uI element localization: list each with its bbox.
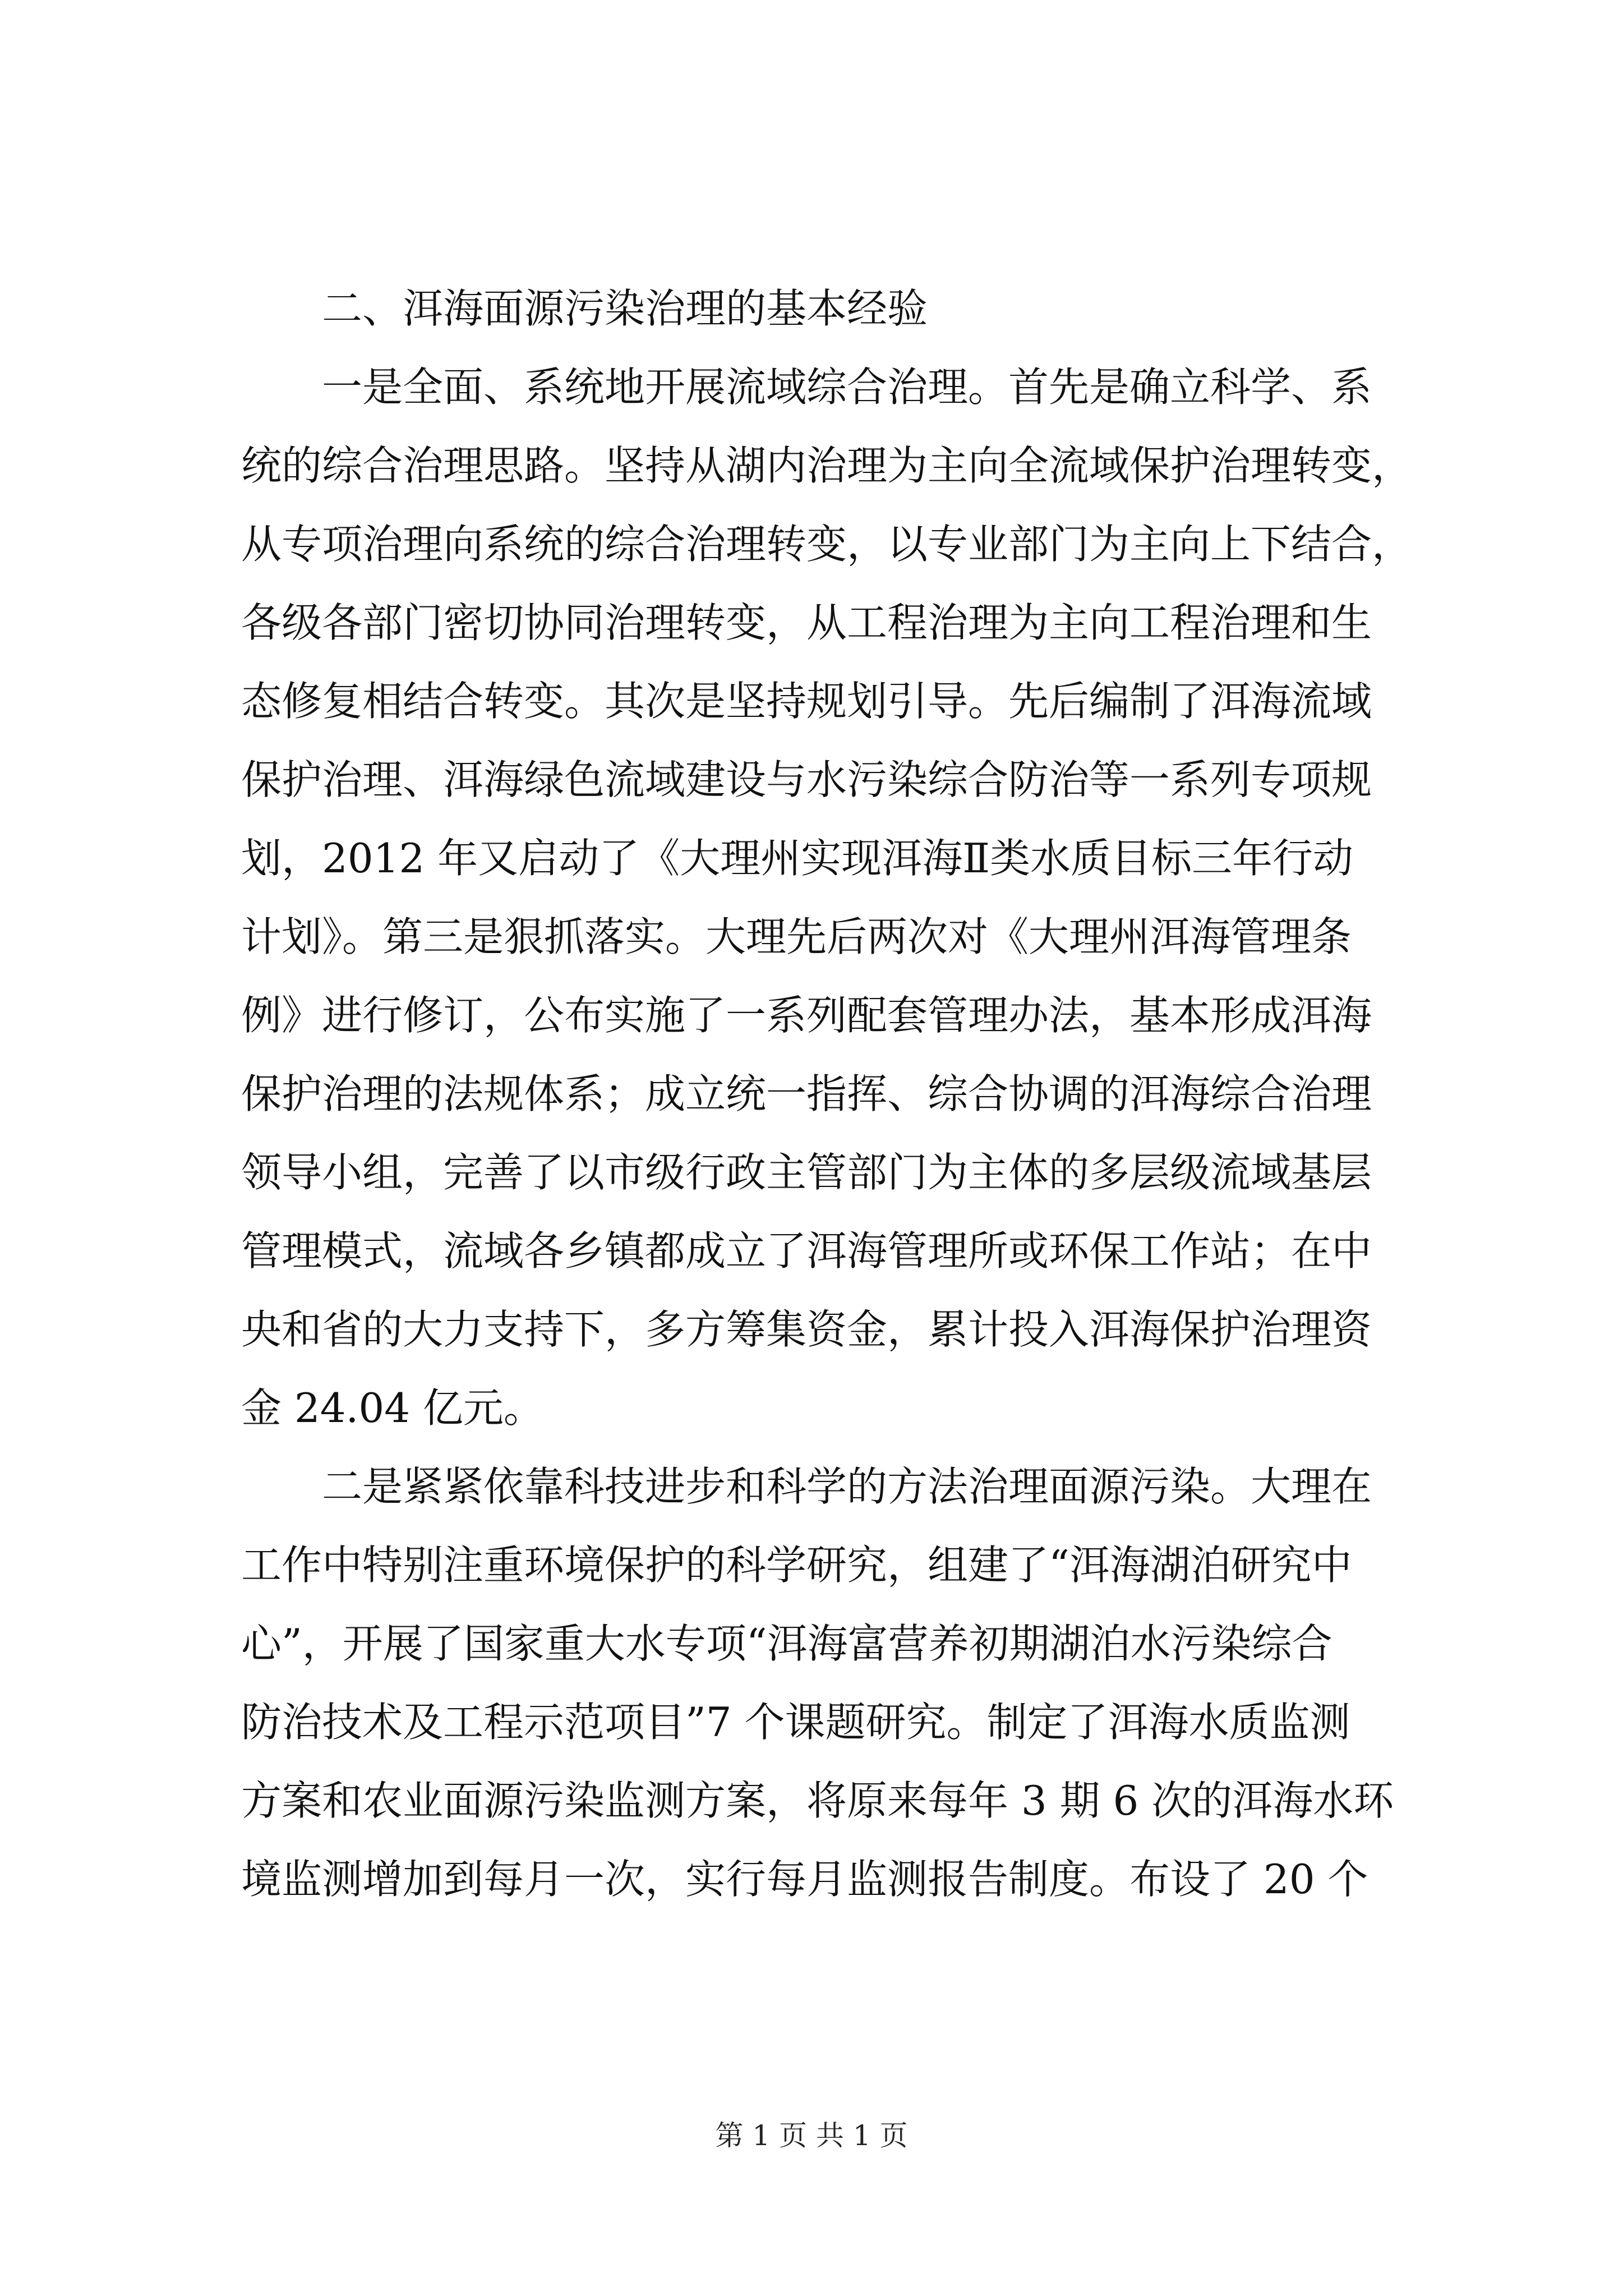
text-line: 心”，开展了国家重大水专项“洱海富营养初期湖泊水污染综合 xyxy=(241,1620,1332,1667)
text-line: 领导小组，完善了以市级行政主管部门为主体的多层级流域基层 xyxy=(241,1149,1372,1196)
text-line: 二、洱海面源污染治理的基本经验 xyxy=(241,285,928,332)
text-line: 一是全面、系统地开展流域综合治理。首先是确立科学、系 xyxy=(241,364,1372,411)
text-line: 二是紧紧依靠科技进步和科学的方法治理面源污染。大理在 xyxy=(241,1463,1372,1510)
text-line: 方案和农业面源污染监测方案，将原来每年 3 期 6 次的洱海水环 xyxy=(241,1777,1394,1824)
text-line: 管理模式，流域各乡镇都成立了洱海管理所或环保工作站；在中 xyxy=(241,1227,1372,1274)
text-line: 工作中特别注重环境保护的科学研究，组建了“洱海湖泊研究中 xyxy=(241,1542,1352,1589)
text-line: 央和省的大力支持下，多方筹集资金，累计投入洱海保护治理资 xyxy=(241,1306,1372,1353)
text-line: 划，2012 年又启动了《大理州实现洱海Ⅱ类水质目标三年行动 xyxy=(241,835,1354,882)
text-line: 从专项治理向系统的综合治理转变，以专业部门为主向上下结合， xyxy=(241,521,1413,568)
text-line: 金 24.04 亿元。 xyxy=(241,1384,544,1432)
text-line: 境监测增加到每月一次，实行每月监测报告制度。布设了 20 个 xyxy=(241,1856,1368,1903)
text-line: 例》进行修订，公布实施了一系列配套管理办法，基本形成洱海 xyxy=(241,992,1372,1039)
text-line: 态修复相结合转变。其次是坚持规划引导。先后编制了洱海流域 xyxy=(241,678,1372,725)
text-line: 各级各部门密切协同治理转变，从工程治理为主向工程治理和生 xyxy=(241,599,1372,646)
text-line: 计划》。第三是狠抓落实。大理先后两次对《大理州洱海管理条 xyxy=(241,913,1352,960)
text-line: 统的综合治理思路。坚持从湖内治理为主向全流域保护治理转变， xyxy=(241,442,1413,489)
text-line: 保护治理的法规体系；成立统一指挥、综合协调的洱海综合治理 xyxy=(241,1070,1372,1117)
text-line: 保护治理、洱海绿色流域建设与水污染综合防治等一系列专项规 xyxy=(241,756,1372,803)
page-footer: 第 1 页 共 1 页 xyxy=(715,2119,908,2152)
text-line: 防治技术及工程示范项目”7 个课题研究。制定了洱海水质监测 xyxy=(241,1699,1350,1746)
